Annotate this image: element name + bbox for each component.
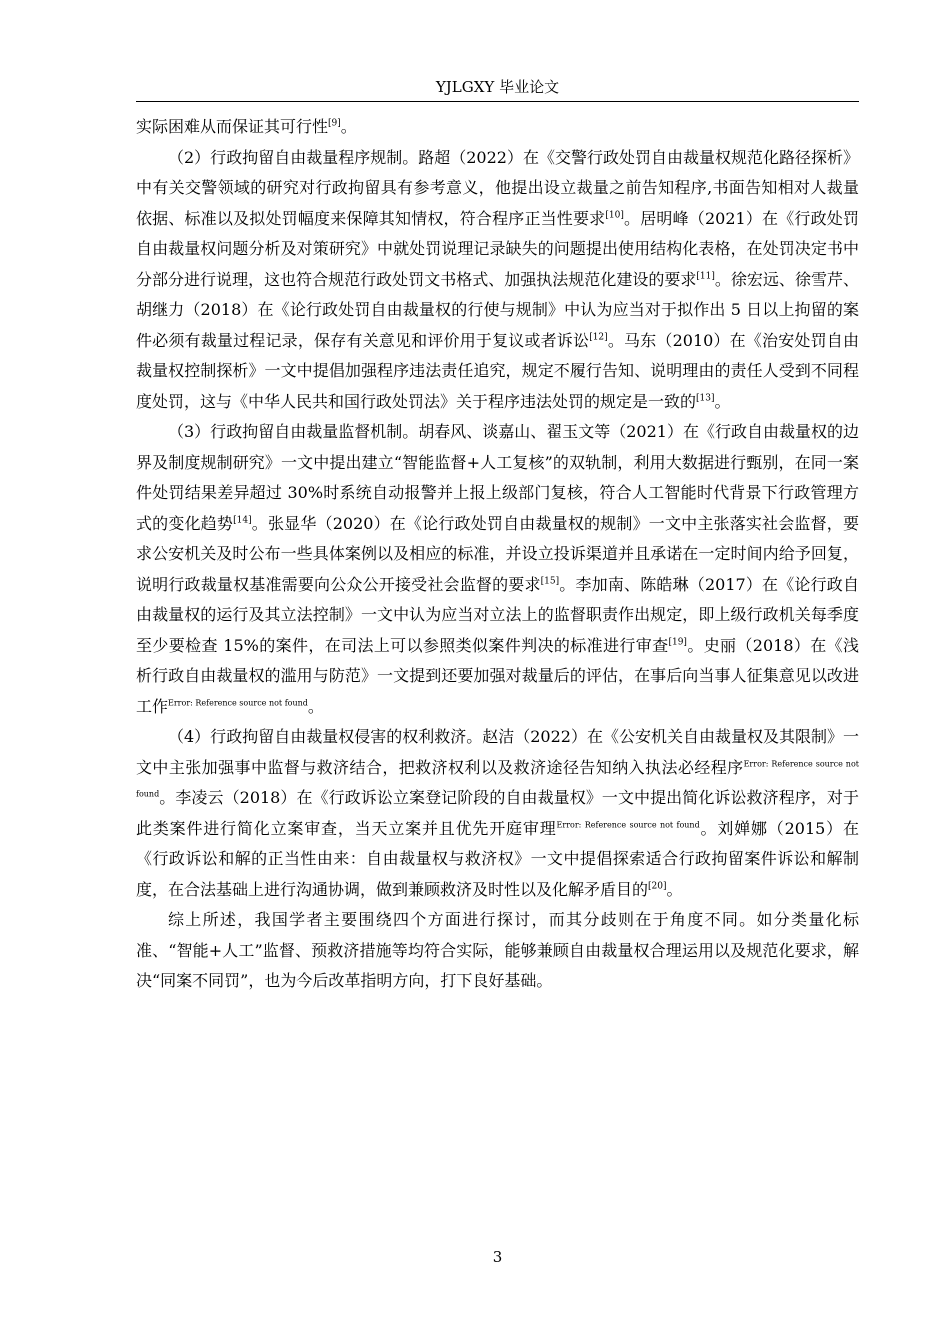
citation-ref: [15] [540, 576, 560, 587]
citation-error: Error: Reference source not found [168, 698, 308, 708]
paragraph-text: 。居明峰（2021）在《行政处罚自由裁量权问题分析及对策研究》中就处罚说理记录缺失的问题提出使用结构化表格，在处罚决定书中分部分进行说理，这也符合规范行政处罚文书格式、加强执法规范化建设的要求 [136, 208, 859, 289]
paragraph [136, 143, 859, 418]
citation-ref: [13] [696, 393, 715, 404]
paragraph-text: （3）行政拘留自由裁量监督机制。胡春风、谈嘉山、翟玉文等（2021）在《行政自由裁量权的边界及制度规制研究》一文中提出建立“智能监督+人工复核”的双轨制，利用大数据进行甄别，在同一案件处罚结果差异超过 30%时系统自动报警并上报上级部门复核，符合人工智能时代背景下行政管理方式的变化趋势 [136, 422, 859, 533]
paragraph-text: 实际困难从而保证其可行性 [136, 117, 329, 136]
page-header [136, 74, 859, 100]
paragraph [136, 905, 859, 997]
paragraph-text: （4）行政拘留自由裁量权侵害的权利救济。赵洁（2022）在《公安机关自由裁量权及其限制》一文中主张加强事中监督与救济结合，把救济权利以及救济途径告知纳入执法必经程序 [136, 727, 859, 777]
citation-ref: [14] [233, 515, 252, 526]
paragraph-text: （2）行政拘留自由裁量程序规制。路超（2022）在《交警行政处罚自由裁量权规范化路径探析》中有关交警领域的研究对行政拘留具有参考意义，他提出设立裁量之前告知程序,书面告知相对人裁量依据、标准以及拟处罚幅度来保障其知情权，符合程序正当性要求 [136, 147, 859, 228]
header-divider [136, 101, 859, 102]
citation-ref: [19] [668, 637, 687, 648]
paragraph-text: 。徐宏远、徐雪芹、胡继力（2018）在《论行政处罚自由裁量权的行使与规制》中认为应当对于拟作出 5 日以上拘留的案件必须有裁量过程记录，保存有关意见和评价用于复议或者诉讼 [136, 269, 859, 350]
paragraph-text: 。马东（2010）在《治安处罚自由裁量权控制探析》一文中提倡加强程序违法责任追究，规定不履行告知、说明理由的责任人受到不同程度处罚，这与《中华人民共和国行政处罚法》关于程序违法处罚的规定是一致的 [136, 330, 859, 411]
paragraph-text: 。 [714, 391, 731, 411]
paragraph-text: 。 [340, 117, 357, 136]
citation-error: Error: Reference source not found [136, 759, 859, 799]
paragraph-text: 。刘婵娜（2015）在《行政诉讼和解的正当性由来：自由裁量权与救济权》一文中提倡探索适合行政拘留案件诉讼和解制度，在合法基础上进行沟通协调，做到兼顾救济及时性以及化解矛盾目的 [136, 818, 859, 899]
paragraph-text: 综上所述，我国学者主要围绕四个方面进行探讨，而其分歧则在于角度不同。如分类量化标准、“智能+人工”监督、预救济措施等均符合实际，能够兼顾自由裁量权合理运用以及规范化要求，解决“同案不同罚”，也为今后改革指明方向，打下良好基础。 [136, 910, 859, 990]
paragraph-text: 。李加南、陈皓琳（2017）在《论行政自由裁量权的运行及其立法控制》一文中认为应当对立法上的监督职责作出规定，即上级行政机关每季度至少要检查 15%的案件，在司法上可以参照类似案件判决的标准进行审查 [136, 574, 859, 655]
paragraph [136, 112, 859, 143]
paragraph [136, 417, 859, 722]
paragraph-text: 。 [666, 879, 683, 899]
citation-error: Error: Reference source not found [556, 820, 700, 830]
citation-ref: [11] [696, 271, 715, 282]
citation-ref: [9] [328, 118, 341, 129]
paragraph-text: 。 [307, 696, 324, 716]
citation-ref: [12] [589, 332, 608, 343]
page-number: 3 [492, 1248, 503, 1266]
paragraph-text: 。李凌云（2018）在《行政诉讼立案登记阶段的自由裁量权》一文中提出简化诉讼救济程序，对于此类案件进行简化立案审查，当天立案并且优先开庭审理 [136, 788, 859, 838]
body-text [136, 112, 859, 997]
citation-ref: [20] [648, 881, 667, 892]
header-title: YJLGXY 毕业论文 [435, 78, 560, 96]
citation-ref: [10] [605, 210, 624, 221]
paragraph-text: 。张显华（2020）在《论行政处罚自由裁量权的规制》一文中主张落实社会监督，要求公安机关及时公布一些具体案例以及相应的标准，并设立投诉渠道并且承诺在一定时间内给予回复，说明行政裁量权基准需要向公众公开接受社会监督的要求 [136, 513, 859, 594]
paragraph [136, 722, 859, 905]
paragraph-text: 。史丽（2018）在《浅析行政自由裁量权的滥用与防范》一文提到还要加强对裁量后的评估，在事后向当事人征集意见以改进工作 [136, 635, 859, 716]
